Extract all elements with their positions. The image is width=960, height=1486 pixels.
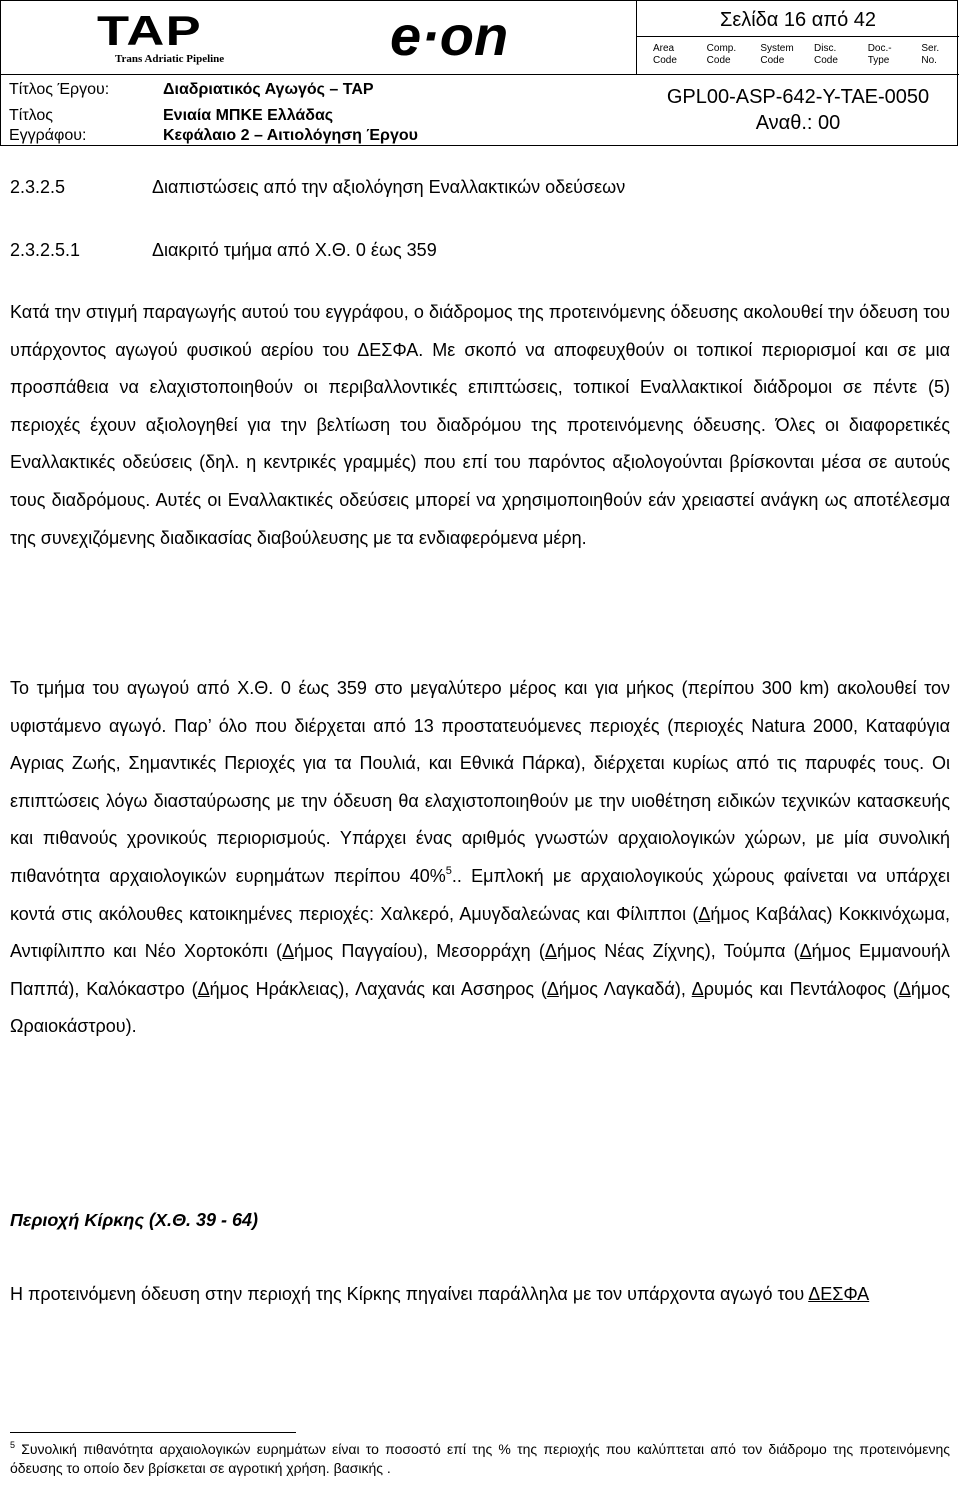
footnote-ref[interactable]: 5: [445, 864, 452, 877]
code-cell-comp: Comp. Code: [706, 43, 737, 66]
paragraph-1: Κατά την στιγμή παραγωγής αυτού του εγγράφου, ο διάδρομος της προτεινόμενης όδευσης ακολουθεί την όδευση του υπάρχοντος αγωγού φυσικού αερίου του ΔΕΣΦΑ. Με σκοπό να αποφευχθούν οι τοπικοί περιορισμοί και σε μια προσπάθεια να ελαχιστοποιηθούν οι περιβαλλοντικές επιπτώσεις, τοπικοί Εναλλακτικοί διάδρομοι σε πέντε (5) περιοχές έχουν αξιολογηθεί για την βελτίωση του διαδρόμου της προτεινόμενης όδευσης. Όλες οι διαφορετικές Εναλλακτικές οδεύσεις (δηλ. η κεντρικές γραμμές) που επί του παρόντος αξιολογούνται βρίσκονται μέσα σε αυτούς τους διαδρόμους. Αυτές οι Εναλλακτικές οδεύσεις μπορεί να χρησιμοποιηθούν εάν χρειαστεί ανάγκη ως αποτέλεσμα της συνεχιζόμενης διαδικασίας διαβούλευσης με τα ενδιαφερόμενα μέρη.: [10, 302, 950, 548]
paragraph-3: Η προτεινόμενη όδευση στην περιοχή της Κίρκης πηγαίνει παράλληλα με τον υπάρχοντα αγωγό του ΔΕΣΦΑ: [10, 1284, 870, 1304]
footnote-separator: [10, 1432, 296, 1433]
subsection-heading: [10, 239, 437, 261]
footnote: [10, 1440, 950, 1478]
footnote-number: 5: [10, 1440, 16, 1450]
doc-title-value-line2: Κεφάλαιο 2 – Αιτιολόγηση Έργου: [163, 127, 418, 144]
project-title-label: Τίτλος Έργου:: [9, 81, 110, 98]
subsection-title: Διακριτό τμήμα από Χ.Θ. 0 έως 359: [152, 240, 437, 260]
document-header: [0, 0, 958, 146]
section-number: 2.3.2.5: [10, 177, 66, 197]
tap-logo: [97, 9, 267, 71]
page-number: Σελίδα 16 από 42: [637, 1, 959, 37]
code-cell-system: System Code: [760, 43, 794, 66]
document-number: GPL00-ASP-642-Y-TAE-0050: [666, 86, 930, 108]
project-title-value: Διαδριατικός Αγωγός – TAP: [163, 81, 374, 98]
code-cell-disc: Disc. Code: [814, 43, 838, 66]
code-table: [637, 37, 959, 75]
eon-logo: [386, 7, 576, 67]
section-heading: [10, 176, 625, 198]
code-cell-ser-no: Ser. No.: [921, 43, 940, 66]
revision: Αναθ.: 00: [755, 112, 841, 134]
tap-logo-subtitle: Trans Adriatic Pipeline: [115, 53, 225, 65]
subsection-number: 2.3.2.5.1: [10, 240, 81, 260]
eon-logo-graphic: [386, 7, 576, 67]
eon-logo-text: e·on: [390, 7, 509, 67]
code-cell-doc-type: Doc.- Type: [867, 43, 892, 66]
doc-title-label-line2: Εγγράφου:: [9, 127, 87, 144]
logo-area: [1, 1, 637, 75]
section-title: Διαπιστώσεις από την αξιολόγηση Εναλλακτικών οδεύσεων: [152, 177, 626, 197]
kirki-heading: Περιοχή Κίρκης (Χ.Θ. 39 - 64): [10, 1210, 259, 1230]
paragraph-2: Το τμήμα του αγωγού από Χ.Θ. 0 έως 359 στο μεγαλύτερο μέρος και για μήκος (περίπου 300 km) ακολουθεί τον υφιστάμενο αγωγό. Παρ’ όλο που διέρχεται από 13 προστατευόμενες περιοχές (περιοχές Natura 2000, Καταφύγια Αγριας Ζωής, Σημαντικές Περιοχές για τα Πουλιά, και Εθνικά Πάρκα), διέρχεται κυρίως από τις παρυφές τους. Οι επιπτώσεις λόγω διασταύρωσης με την όδευση θα ελαχιστοποιηθούν με την υιοθέτηση ειδικών τεχνικών κατασκευής και πιθανούς χρονικούς περιορισμούς. Υπάρχει ένας αριθμός γνωστών αρχαιολογικών χώρων, με μία συνολική πιθανότητα αρχαιολογικών ευρημάτων περίπου 40%$^5$.. Εμπλοκή με αρχαιολογικούς χώρους φαίνεται να υπάρχει κοντά στις ακόλουθες κατοικημένες περιοχές: Χαλκερό, Αμυγδαλεώνας και Φίλιπποι (Δήμος Καβάλας) Κοκκινόχωμα, Αντιφίλιππο και Νέο Χορτοκόπι (Δήμος Παγγαίου), Μεσορράχη (Δήμος Νέας Ζίχνης), Τούμπα (Δήμος Εμμανουήλ Παππά), Καλόκαστρο (Δήμος Ηράκλειας), Λαχανάς και Ασσηρος (Δήμος Λαγκαδά), Δρυμός και Πεντάλοφος (Δήμος Ωραιοκάστρου).: [10, 678, 951, 1037]
doc-title-value-line1: Ενιαία ΜΠΚΕ Ελλάδας: [163, 107, 334, 124]
doc-title-label-line1: Τίτλος: [9, 107, 54, 124]
header-info: [1, 75, 637, 147]
code-cell-area: Area Code: [653, 43, 677, 66]
footnote-text: Συνολική πιθανότητα αρχαιολογικών ευρημάτων είναι το ποσοστό επί της % της περιοχής που καλύπτεται από τον διάδρομο της προτεινόμενης όδευσης το οποίο δεν βρίσκεται σε αγροτική χρήση. βασικής .: [10, 1441, 951, 1476]
tap-logo-text: TAP: [97, 7, 202, 54]
